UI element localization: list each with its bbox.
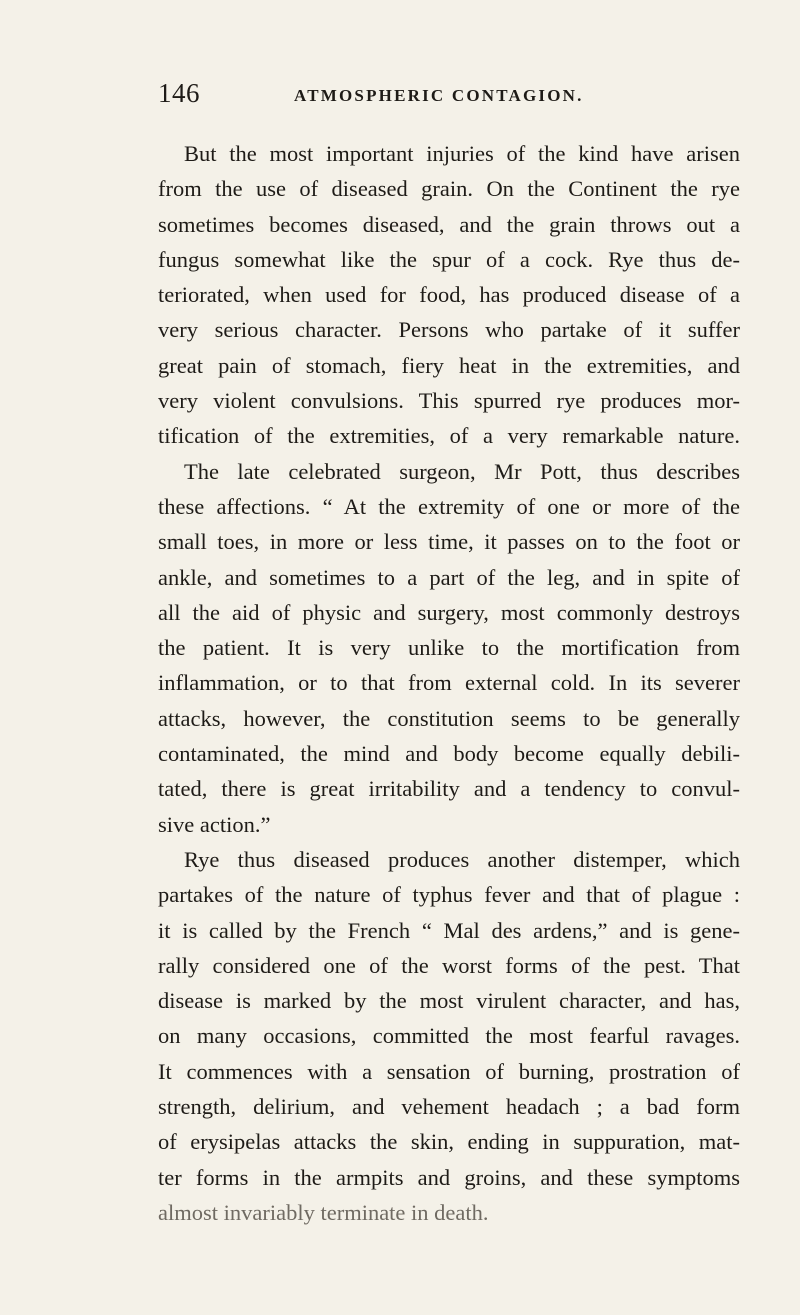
text-line: disease is marked by the most virulent character, and has,	[158, 988, 740, 1014]
text-line: strength, delirium, and vehement headach ; a bad form	[158, 1094, 740, 1120]
text-line: It commences with a sensation of burning, prostration of	[158, 1058, 740, 1084]
text-line: attacks, however, the constitution seems to be generally	[158, 705, 740, 731]
page-number: 146	[158, 78, 200, 108]
text-line: fungus somewhat like the spur of a cock. Rye thus de-	[158, 246, 740, 272]
text-line: ankle, and sometimes to a part of the leg, and in spite of	[158, 564, 740, 590]
text-line: very serious character. Persons who partake of it suffer	[158, 317, 740, 343]
text-line: very violent convulsions. This spurred rye produces mor-	[158, 388, 740, 414]
text-line: But the most important injuries of the kind have arisen	[184, 141, 740, 166]
text-line: of erysipelas attacks the skin, ending in suppuration, mat-	[158, 1129, 740, 1155]
text-line: small toes, in more or less time, it passes on to the foot or	[158, 529, 740, 555]
text-line: sive action.”	[158, 811, 271, 837]
page-header	[158, 78, 738, 112]
text-line: all the aid of physic and surgery, most commonly destroys	[158, 599, 740, 625]
text-line: Rye thus diseased produces another distemper, which	[184, 846, 740, 872]
text-line: tated, there is great irritability and a tendency to convul-	[158, 776, 740, 802]
body-text	[158, 136, 740, 1230]
text-line: inflammation, or to that from external cold. In its severer	[158, 670, 740, 696]
text-line: it is called by the French “ Mal des ardens,” and is gene-	[158, 917, 740, 943]
text-line: almost invariably terminate in death.	[158, 1199, 489, 1225]
text-line: The late celebrated surgeon, Mr Pott, thus describes	[184, 458, 740, 484]
text-line: ter forms in the armpits and groins, and these symptoms	[158, 1164, 740, 1190]
text-line: contaminated, the mind and body become equally debili-	[158, 741, 740, 767]
text-line: great pain of stomach, fiery heat in the extremities, and	[158, 352, 740, 378]
text-line: from the use of diseased grain. On the Continent the rye	[158, 176, 740, 202]
text-line: rally considered one of the worst forms of the pest. That	[158, 952, 740, 978]
text-line: these affections. “ At the extremity of one or more of the	[158, 493, 740, 519]
text-line: on many occasions, committed the most fearful ravages.	[158, 1023, 740, 1049]
text-line: the patient. It is very unlike to the mortification from	[158, 635, 740, 661]
text-line: partakes of the nature of typhus fever and that of plague :	[158, 882, 740, 908]
running-title: ATMOSPHERIC CONTAGION.	[294, 86, 584, 105]
text-line: tification of the extremities, of a very remarkable nature.	[158, 423, 740, 449]
text-line: sometimes becomes diseased, and the grain throws out a	[158, 211, 740, 237]
text-line: teriorated, when used for food, has produced disease of a	[158, 282, 740, 308]
